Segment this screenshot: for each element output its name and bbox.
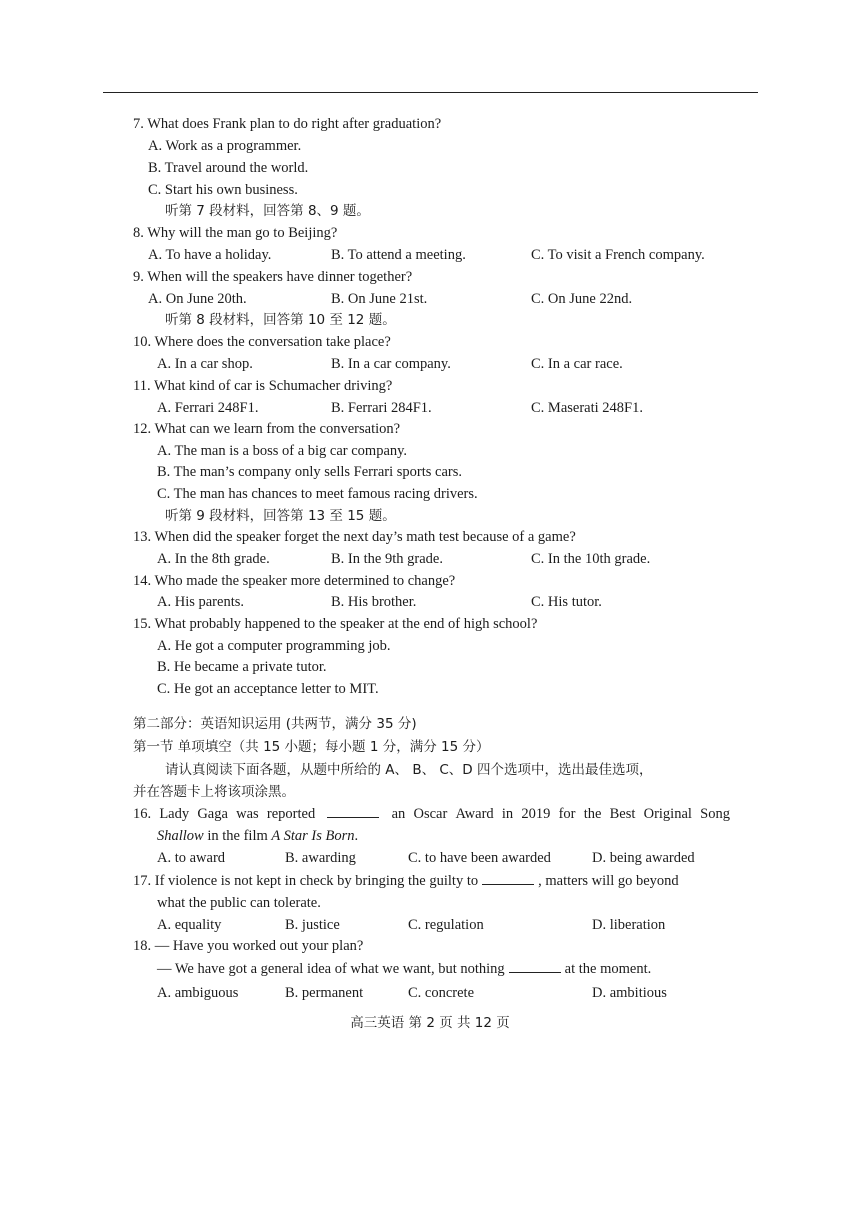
- listening-instruction-9: 听第 9 段材料，回答第 13 至 15 题。: [165, 508, 396, 524]
- question-16-stem-line-2: [157, 827, 358, 845]
- q16-word: Lady: [159, 806, 190, 822]
- question-11-option-c: C. Maserati 248F1.: [531, 400, 643, 416]
- question-7-option-a: A. Work as a programmer.: [148, 138, 302, 154]
- header-rule: [103, 92, 758, 93]
- question-7-stem: 7. What does Frank plan to do right after graduation?: [133, 116, 442, 132]
- question-11-stem: 11. What kind of car is Schumacher driving?: [133, 378, 393, 394]
- question-14-option-c: C. His tutor.: [531, 594, 602, 610]
- question-18-stem-line-2: [157, 960, 651, 978]
- question-17-stem-line-2: what the public can tolerate.: [157, 895, 321, 911]
- question-8-stem: 8. Why will the man go to Beijing?: [133, 225, 338, 241]
- question-16-option-c: C. to have been awarded: [408, 850, 551, 866]
- question-8-option-a: A. To have a holiday.: [148, 247, 272, 263]
- question-16-option-a: A. to award: [157, 850, 226, 866]
- question-9-option-b: B. On June 21st.: [331, 291, 428, 307]
- film-title: A Star Is Born: [271, 828, 355, 844]
- question-15-stem: 15. What probably happened to the speaker at the end of high school?: [133, 616, 538, 632]
- answer-blank: [509, 960, 561, 973]
- question-18-option-c: C. concrete: [408, 985, 475, 1001]
- q16-word: Best: [609, 806, 636, 822]
- section-1-instruction-line-1: 请认真阅读下面各题，从题中所给的 A、 B、 C、D 四个选项中，选出最佳选项，: [165, 762, 653, 778]
- question-10-option-a: A. In a car shop.: [157, 356, 253, 372]
- question-12-option-c: C. The man has chances to meet famous racing drivers.: [157, 486, 478, 502]
- question-17-stem-line-1: [133, 872, 679, 890]
- question-15-option-a: A. He got a computer programming job.: [157, 638, 391, 654]
- question-10-option-b: B. In a car company.: [331, 356, 451, 372]
- question-9-stem: 9. When will the speakers have dinner together?: [133, 269, 413, 285]
- question-13-option-b: B. In the 9th grade.: [331, 551, 443, 567]
- listening-instruction-8: 听第 8 段材料，回答第 10 至 12 题。: [165, 312, 396, 328]
- question-13-option-c: C. In the 10th grade.: [531, 551, 651, 567]
- question-11-option-b: B. Ferrari 284F1.: [331, 400, 432, 416]
- song-title: Shallow: [157, 828, 204, 844]
- q17-text-post: , matters will go beyond: [538, 873, 679, 889]
- q16-word: 2019: [521, 806, 551, 822]
- question-17-option-a: A. equality: [157, 917, 222, 933]
- q16-word: Award: [455, 806, 494, 822]
- q16-word: Song: [700, 806, 730, 822]
- question-10-stem: 10. Where does the conversation take place?: [133, 334, 391, 350]
- question-14-option-a: A. His parents.: [157, 594, 244, 610]
- question-18-option-d: D. ambitious: [592, 985, 667, 1001]
- q16-word: Gaga: [197, 806, 228, 822]
- question-17-option-b: B. justice: [285, 917, 340, 933]
- question-18-stem-line-1: 18. — Have you worked out your plan?: [133, 938, 364, 954]
- q18-text-post: at the moment.: [564, 961, 652, 977]
- q16-end-text: .: [354, 828, 359, 844]
- answer-blank: [327, 805, 379, 818]
- q16-mid-text: in the film: [203, 828, 272, 844]
- question-12-option-a: A. The man is a boss of a big car company.: [157, 443, 408, 459]
- question-7-option-b: B. Travel around the world.: [148, 160, 309, 176]
- answer-blank: [482, 872, 534, 885]
- question-9-option-a: A. On June 20th.: [148, 291, 247, 307]
- question-17-option-c: C. regulation: [408, 917, 484, 933]
- section-1-heading: 第一节 单项填空（共 15 小题；每小题 1 分，满分 15 分）: [133, 739, 490, 755]
- question-12-option-b: B. The man’s company only sells Ferrari sports cars.: [157, 464, 462, 480]
- question-16-option-d: D. being awarded: [592, 850, 695, 866]
- question-8-option-b: B. To attend a meeting.: [331, 247, 466, 263]
- page-footer: 高三英语 第 2 页 共 12 页: [350, 1015, 510, 1031]
- q16-word: the: [583, 806, 602, 822]
- q16-word: 16.: [133, 806, 152, 822]
- listening-instruction-7: 听第 7 段材料，回答第 8、9 题。: [165, 203, 370, 219]
- question-8-option-c: C. To visit a French company.: [531, 247, 705, 263]
- question-13-option-a: A. In the 8th grade.: [157, 551, 270, 567]
- question-16-option-b: B. awarding: [285, 850, 356, 866]
- question-14-stem: 14. Who made the speaker more determined to change?: [133, 573, 456, 589]
- question-18-option-b: B. permanent: [285, 985, 364, 1001]
- q16-word: an: [391, 806, 406, 822]
- q16-word: in: [501, 806, 514, 822]
- question-7-option-c: C. Start his own business.: [148, 182, 298, 198]
- q18-text-pre: — We have got a general idea of what we want, but nothing: [157, 961, 505, 977]
- q16-word: was: [236, 806, 259, 822]
- question-10-option-c: C. In a car race.: [531, 356, 623, 372]
- question-17-option-d: D. liberation: [592, 917, 666, 933]
- question-12-stem: 12. What can we learn from the conversation?: [133, 421, 401, 437]
- question-15-option-b: B. He became a private tutor.: [157, 659, 327, 675]
- q16-word: Original: [643, 806, 692, 822]
- question-13-stem: 13. When did the speaker forget the next day’s math test because of a game?: [133, 529, 576, 545]
- q16-word: for: [558, 806, 576, 822]
- question-11-option-a: A. Ferrari 248F1.: [157, 400, 259, 416]
- part-2-heading: 第二部分：英语知识运用 (共两节，满分 35 分): [133, 716, 417, 732]
- q17-text-pre: 17. If violence is not kept in check by bringing the guilty to: [133, 873, 479, 889]
- section-1-instruction-line-2: 并在答题卡上将该项涂黑。: [133, 784, 295, 800]
- question-9-option-c: C. On June 22nd.: [531, 291, 633, 307]
- question-16-stem-line-1: [133, 805, 730, 823]
- q16-word: reported: [266, 806, 316, 822]
- question-15-option-c: C. He got an acceptance letter to MIT.: [157, 681, 379, 697]
- q16-word: Oscar: [413, 806, 448, 822]
- question-14-option-b: B. His brother.: [331, 594, 417, 610]
- question-18-option-a: A. ambiguous: [157, 985, 239, 1001]
